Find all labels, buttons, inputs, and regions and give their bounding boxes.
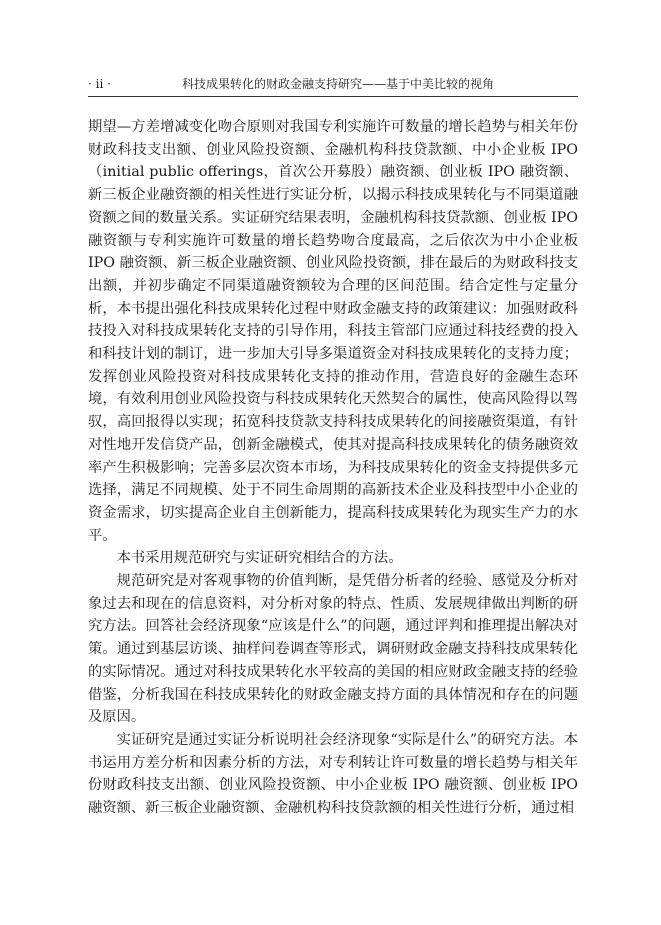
- running-header: [88, 74, 578, 94]
- paragraph-empirical-research: 实证研究是通过实证分析说明社会经济现象“实际是什么”的研究方法。本书运用方差分析和因素分析的方法，对专利转让许可数量的增长趋势与相关年份财政科技支出额、创业风险投资额、中小企业板 IPO 融资额、创业板 IPO 融资额、新三板企业融资额、金融机构科技贷款额的相关性进行分析，通过相: [88, 731, 578, 817]
- paragraph-continued: 期望—方差增减变化吻合原则对我国专利实施许可数量的增长趋势与相关年份财政科技支出额、创业风险投资额、金融机构科技贷款额、中小企业板 IPO（initial public offerings，首次公开募股）融资额、创业板 IPO 融资额、新三板企业融资额的相关性进行实证分析，以揭示科技成果转化与不同渠道融资额之间的数量关系。实证研究结果表明，金融机构科技贷款额、创业板 IPO 融资额与专利实施许可数量的增长趋势吻合度最高，之后依次为中小企业板 IPO 融资额、新三板企业融资额、创业风险投资额，排在最后的为财政科技支出额，并初步确定不同渠道融资额较为合理的区间范围。结合定性与定量分析，本书提出强化科技成果转化过程中财政金融支持的政策建议：加强财政科技投入对科技成果转化支持的引导作用，科技主管部门应通过科技经费的投入和科技计划的制订，进一步加大引导多渠道资金对科技成果转化的支持力度；发挥创业风险投资对科技成果转化支持的推动作用，营造良好的金融生态环境，有效利用创业风险投资与科技成果转化天然契合的属性，使高风险得以驾驭，高回报得以实现；拓宽科技贷款支持科技成果转化的间接融资渠道，有针对性地开发信贷产品，创新金融模式，使其对提高科技成果转化的债务融资效率产生积极影响；完善多层次资本市场，为科技成果转化的资金支持提供多元选择，满足不同规模、处于不同生命周期的高新技术企业及科技型中小企业的资金需求，切实提高企业自主创新能力，提高科技成果转化为现实生产力的水平。: [88, 119, 578, 544]
- page-number: · ii ·: [88, 77, 111, 91]
- running-header-title: 科技成果转化的财政金融支持研究——基于中美比较的视角: [182, 77, 495, 91]
- body-text: [88, 116, 578, 820]
- paragraph-methods-intro: 本书采用规范研究与实证研究相结合的方法。: [116, 550, 403, 567]
- paragraph-normative-research: 规范研究是对客观事物的价值判断，是凭借分析者的经验、感觉及分析对象过去和现在的信息资料，对分析对象的特点、性质、发展规律做出判断的研究方法。回答社会经济现象“应该是什么”的问题，通过评判和推理提出解决对策。通过到基层访谈、抽样问卷调查等形式，调研财政金融支持科技成果转化的实际情况。通过对科技成果转化水平较高的美国的相应财政金融支持的经验借鉴，分析我国在科技成果转化的财政金融支持方面的具体情况和存在的问题及原因。: [88, 573, 578, 726]
- header-rule: [88, 96, 578, 97]
